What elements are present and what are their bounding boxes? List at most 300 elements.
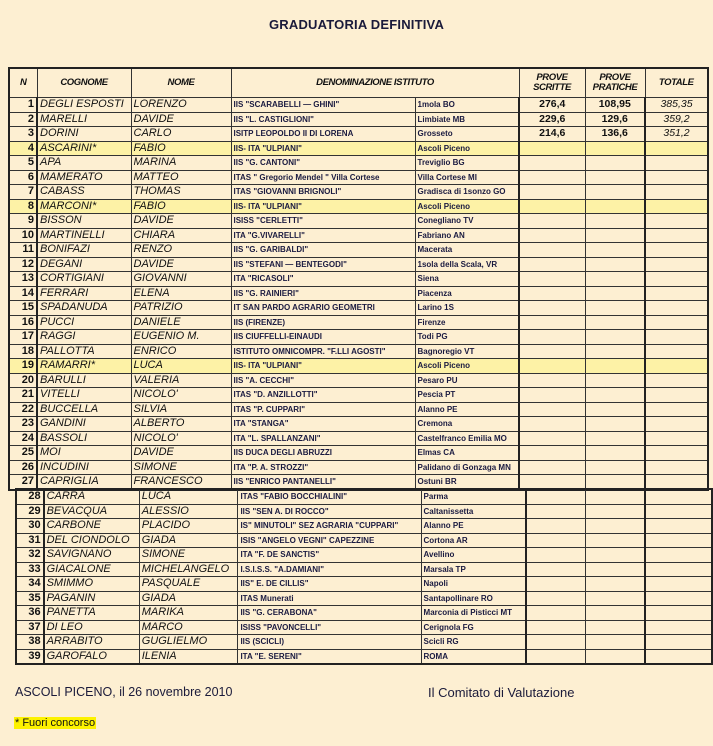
city-cell: Gradisca di 1sonzo GO (415, 185, 519, 200)
institute-cell: I.S.I.S.S. "A.DAMIANI" (238, 562, 421, 577)
total-score-cell (645, 185, 708, 200)
practical-score-cell (585, 301, 645, 316)
total-score-cell (645, 504, 712, 519)
practical-score-cell (585, 504, 645, 519)
practical-score-cell (585, 533, 645, 548)
institute-cell: IIS "ENRICO PANTANELLI" (231, 475, 415, 490)
surname-cell: CORTIGIANI (37, 272, 131, 287)
surname-cell: MAMERATO (37, 170, 131, 185)
name-cell: GIADA (139, 533, 238, 548)
written-score-cell (519, 359, 585, 374)
name-cell: THOMAS (131, 185, 231, 200)
surname-cell: CARRA (44, 489, 140, 504)
written-score-cell (519, 156, 585, 171)
name-cell: DAVIDE (131, 214, 231, 229)
practical-score-cell: 129,6 (585, 112, 645, 127)
table-row (16, 504, 712, 519)
total-score-cell (645, 141, 708, 156)
written-score-cell (526, 562, 586, 577)
name-cell: MARIKA (139, 606, 238, 621)
surname-cell: MOI (37, 446, 131, 461)
city-cell: Villa Cortese MI (415, 170, 519, 185)
institute-cell: IIS "A. CECCHI" (231, 373, 415, 388)
practical-score-cell (585, 417, 645, 432)
city-cell: 1mola BO (415, 98, 519, 113)
ranking-table-continued (15, 488, 713, 665)
total-score-cell (645, 577, 712, 592)
footnote-fuori-concorso: * Fuori concorso (15, 717, 96, 729)
name-cell: ENRICO (131, 344, 231, 359)
table-row (9, 344, 708, 359)
rank-cell: 39 (16, 649, 44, 664)
table-row (9, 373, 708, 388)
total-score-cell (645, 170, 708, 185)
written-score-cell: 214,6 (519, 127, 585, 142)
surname-cell: BASSOLI (37, 431, 131, 446)
written-score-cell (519, 344, 585, 359)
city-cell: Conegliano TV (415, 214, 519, 229)
name-cell: EUGENIO M. (131, 330, 231, 345)
rank-cell: 27 (9, 475, 37, 490)
city-cell: Siena (415, 272, 519, 287)
written-score-cell (526, 519, 586, 534)
table-header (9, 68, 708, 98)
table-row (16, 620, 712, 635)
total-score-cell (645, 156, 708, 171)
written-score-cell (519, 431, 585, 446)
city-cell: Grosseto (415, 127, 519, 142)
city-cell: Larino 1S (415, 301, 519, 316)
institute-cell: IIS CIUFFELLI-EINAUDI (231, 330, 415, 345)
city-cell: 1sola della Scala, VR (415, 257, 519, 272)
written-score-cell (519, 214, 585, 229)
written-score-cell (526, 649, 586, 664)
name-cell: ILENIA (139, 649, 238, 664)
written-score-cell (519, 446, 585, 461)
city-cell: ROMA (421, 649, 526, 664)
institute-cell: ITAS "FABIO BOCCHIALINI" (238, 489, 421, 504)
city-cell: Fabriano AN (415, 228, 519, 243)
table-row (16, 533, 712, 548)
institute-cell: ITAS "P. CUPPARI" (231, 402, 415, 417)
rank-cell: 16 (9, 315, 37, 330)
written-score-cell (519, 228, 585, 243)
practical-score-cell (585, 359, 645, 374)
total-score-cell (645, 315, 708, 330)
header-totale: TOTALE (645, 68, 708, 98)
table-row (9, 185, 708, 200)
institute-cell: IIS "G. RAINIERI" (231, 286, 415, 301)
written-score-cell (526, 577, 586, 592)
city-cell: Piacenza (415, 286, 519, 301)
practical-score-cell (585, 243, 645, 258)
rank-cell: 25 (9, 446, 37, 461)
written-score-cell (526, 591, 586, 606)
written-score-cell (526, 533, 586, 548)
rank-cell: 33 (16, 562, 44, 577)
surname-cell: GAROFALO (44, 649, 140, 664)
name-cell: LUCA (131, 359, 231, 374)
name-cell: DANIELE (131, 315, 231, 330)
total-score-cell (645, 257, 708, 272)
practical-score-cell (585, 460, 645, 475)
surname-cell: ASCARINI* (37, 141, 131, 156)
name-cell: MARCO (139, 620, 238, 635)
city-cell: Elmas CA (415, 446, 519, 461)
table-row (9, 446, 708, 461)
practical-score-cell (585, 606, 645, 621)
written-score-cell (526, 548, 586, 563)
written-score-cell (519, 286, 585, 301)
surname-cell: DORINI (37, 127, 131, 142)
total-score-cell (645, 243, 708, 258)
table-row (9, 315, 708, 330)
rank-cell: 12 (9, 257, 37, 272)
written-score-cell (526, 489, 586, 504)
name-cell: CHIARA (131, 228, 231, 243)
total-score-cell (645, 344, 708, 359)
institute-cell: ITA "L. SPALLANZANI" (231, 431, 415, 446)
surname-cell: DEGANI (37, 257, 131, 272)
rank-cell: 11 (9, 243, 37, 258)
total-score-cell (645, 635, 712, 650)
rank-cell: 9 (9, 214, 37, 229)
institute-cell: IIS "SEN A. DI ROCCO" (238, 504, 421, 519)
rank-cell: 5 (9, 156, 37, 171)
table-row (9, 214, 708, 229)
institute-cell: IIS- ITA "ULPIANI" (231, 359, 415, 374)
institute-cell: ISITP LEOPOLDO II DI LORENA (231, 127, 415, 142)
practical-score-cell (585, 199, 645, 214)
name-cell: PLACIDO (139, 519, 238, 534)
table-row (9, 257, 708, 272)
city-cell: Avellino (421, 548, 526, 563)
table-row (9, 127, 708, 142)
institute-cell: IT SAN PARDO AGRARIO GEOMETRI (231, 301, 415, 316)
surname-cell: CABASS (37, 185, 131, 200)
surname-cell: RAMARRI* (37, 359, 131, 374)
written-score-cell (519, 330, 585, 345)
table-row (9, 112, 708, 127)
institute-cell: ITA "STANGA" (231, 417, 415, 432)
written-score-cell (519, 272, 585, 287)
total-score-cell (645, 460, 708, 475)
document-title: GRADUATORIA DEFINITIVA (268, 17, 445, 32)
institute-cell: IIS "G. CANTONI" (231, 156, 415, 171)
rank-cell: 8 (9, 199, 37, 214)
header-scritte: PROVE SCRITTE (519, 68, 585, 98)
practical-score-cell (585, 591, 645, 606)
total-score-cell (645, 359, 708, 374)
practical-score-cell (585, 170, 645, 185)
institute-cell: IIS (FIRENZE) (231, 315, 415, 330)
total-score-cell (645, 620, 712, 635)
table-row (16, 635, 712, 650)
name-cell: MATTEO (131, 170, 231, 185)
header-pratiche: PROVE PRATICHE (585, 68, 645, 98)
rank-cell: 17 (9, 330, 37, 345)
written-score-cell (519, 373, 585, 388)
table-row (16, 562, 712, 577)
rank-cell: 10 (9, 228, 37, 243)
city-cell: Marsala TP (421, 562, 526, 577)
practical-score-cell (585, 402, 645, 417)
surname-cell: BUCCELLA (37, 402, 131, 417)
table-row (9, 141, 708, 156)
institute-cell: ITA "F. DE SANCTIS" (238, 548, 421, 563)
practical-score-cell (585, 156, 645, 171)
name-cell: NICOLO' (131, 431, 231, 446)
institute-cell: ISTITUTO OMNICOMPR. "F.LLI AGOSTI" (231, 344, 415, 359)
city-cell: Firenze (415, 315, 519, 330)
name-cell: DAVIDE (131, 112, 231, 127)
total-score-cell: 385,35 (645, 98, 708, 113)
rank-cell: 3 (9, 127, 37, 142)
total-score-cell (645, 548, 712, 563)
surname-cell: GANDINI (37, 417, 131, 432)
practical-score-cell (585, 286, 645, 301)
institute-cell: ITAS Munerati (238, 591, 421, 606)
institute-cell: IIS "L. CASTIGLIONI" (231, 112, 415, 127)
name-cell: GIOVANNI (131, 272, 231, 287)
rank-cell: 29 (16, 504, 44, 519)
surname-cell: BEVACQUA (44, 504, 140, 519)
rank-cell: 36 (16, 606, 44, 621)
city-cell: Cortona AR (421, 533, 526, 548)
total-score-cell (645, 214, 708, 229)
total-score-cell (645, 489, 712, 504)
ranking-table (8, 67, 709, 491)
header-cognome: COGNOME (37, 68, 131, 98)
surname-cell: BISSON (37, 214, 131, 229)
total-score-cell (645, 388, 708, 403)
practical-score-cell (585, 562, 645, 577)
rank-cell: 22 (9, 402, 37, 417)
written-score-cell (519, 170, 585, 185)
total-score-cell (645, 417, 708, 432)
rank-cell: 1 (9, 98, 37, 113)
city-cell: Castelfranco Emilia MO (415, 431, 519, 446)
rank-cell: 14 (9, 286, 37, 301)
institute-cell: IIS- ITA "ULPIANI" (231, 141, 415, 156)
city-cell: Alanno PE (415, 402, 519, 417)
city-cell: Macerata (415, 243, 519, 258)
total-score-cell (645, 402, 708, 417)
rank-cell: 21 (9, 388, 37, 403)
name-cell: VALERIA (131, 373, 231, 388)
name-cell: MICHELANGELO (139, 562, 238, 577)
practical-score-cell: 108,95 (585, 98, 645, 113)
rank-cell: 28 (16, 489, 44, 504)
surname-cell: PUCCI (37, 315, 131, 330)
total-score-cell (645, 446, 708, 461)
total-score-cell (645, 330, 708, 345)
institute-cell: ITAS "D. ANZILLOTTI" (231, 388, 415, 403)
city-cell: Ascoli Piceno (415, 141, 519, 156)
table-row (9, 330, 708, 345)
total-score-cell: 359,2 (645, 112, 708, 127)
total-score-cell (645, 649, 712, 664)
city-cell: Cremona (415, 417, 519, 432)
practical-score-cell (585, 620, 645, 635)
total-score-cell (645, 533, 712, 548)
practical-score-cell: 136,6 (585, 127, 645, 142)
surname-cell: ARRABITO (44, 635, 140, 650)
written-score-cell (519, 388, 585, 403)
rank-cell: 30 (16, 519, 44, 534)
rank-cell: 4 (9, 141, 37, 156)
surname-cell: VITELLI (37, 388, 131, 403)
surname-cell: MARCONI* (37, 199, 131, 214)
city-cell: Cerignola FG (421, 620, 526, 635)
surname-cell: SPADANUDA (37, 301, 131, 316)
institute-cell: IIS" E. DE CILLIS" (238, 577, 421, 592)
surname-cell: RAGGI (37, 330, 131, 345)
rank-cell: 2 (9, 112, 37, 127)
table-row (16, 606, 712, 621)
rank-cell: 15 (9, 301, 37, 316)
written-score-cell: 276,4 (519, 98, 585, 113)
total-score-cell (645, 591, 712, 606)
surname-cell: GIACALONE (44, 562, 140, 577)
city-cell: Alanno PE (421, 519, 526, 534)
institute-cell: IIS "G. GARIBALDI" (231, 243, 415, 258)
surname-cell: PANETTA (44, 606, 140, 621)
name-cell: SIMONE (139, 548, 238, 563)
institute-cell: IIS "STEFANI — BENTEGODI" (231, 257, 415, 272)
written-score-cell (519, 402, 585, 417)
table-row (9, 460, 708, 475)
name-cell: DAVIDE (131, 257, 231, 272)
written-score-cell (519, 257, 585, 272)
name-cell: PASQUALE (139, 577, 238, 592)
rank-cell: 38 (16, 635, 44, 650)
table-row (16, 649, 712, 664)
total-score-cell (645, 228, 708, 243)
city-cell: Napoli (421, 577, 526, 592)
practical-score-cell (585, 214, 645, 229)
city-cell: Bagnoregio VT (415, 344, 519, 359)
institute-cell: ITAS "GIOVANNI BRIGNOLI" (231, 185, 415, 200)
practical-score-cell (585, 548, 645, 563)
written-score-cell (519, 199, 585, 214)
rank-cell: 24 (9, 431, 37, 446)
city-cell: Parma (421, 489, 526, 504)
place-date: ASCOLI PICENO, il 26 novembre 2010 (15, 685, 233, 699)
name-cell: MARINA (131, 156, 231, 171)
name-cell: ELENA (131, 286, 231, 301)
surname-cell: PALLOTTA (37, 344, 131, 359)
table-row (9, 417, 708, 432)
institute-cell: ISISS "CERLETTI" (231, 214, 415, 229)
institute-cell: ITA "E. SERENI" (238, 649, 421, 664)
table-row (16, 489, 712, 504)
table-row (9, 156, 708, 171)
surname-cell: CAPRIGLIA (37, 475, 131, 490)
total-score-cell (645, 301, 708, 316)
written-score-cell (526, 620, 586, 635)
surname-cell: PAGANIN (44, 591, 140, 606)
name-cell: GIADA (139, 591, 238, 606)
name-cell: RENZO (131, 243, 231, 258)
surname-cell: CARBONE (44, 519, 140, 534)
table-row (9, 431, 708, 446)
rank-cell: 37 (16, 620, 44, 635)
practical-score-cell (585, 649, 645, 664)
practical-score-cell (585, 330, 645, 345)
rank-cell: 35 (16, 591, 44, 606)
name-cell: DAVIDE (131, 446, 231, 461)
institute-cell: ITA "G.VIVARELLI" (231, 228, 415, 243)
written-score-cell (519, 315, 585, 330)
written-score-cell (519, 185, 585, 200)
surname-cell: BARULLI (37, 373, 131, 388)
total-score-cell (645, 199, 708, 214)
table-row (16, 548, 712, 563)
written-score-cell (519, 417, 585, 432)
practical-score-cell (585, 344, 645, 359)
city-cell: Palidano di Gonzaga MN (415, 460, 519, 475)
header-nome: NOME (131, 68, 231, 98)
institute-cell: IIS "SCARABELLI — GHINI" (231, 98, 415, 113)
city-cell: Ascoli Piceno (415, 359, 519, 374)
name-cell: LORENZO (131, 98, 231, 113)
institute-cell: ISIS "ANGELO VEGNI" CAPEZZINE (238, 533, 421, 548)
rank-cell: 18 (9, 344, 37, 359)
total-score-cell (645, 286, 708, 301)
name-cell: ALESSIO (139, 504, 238, 519)
name-cell: PATRIZIO (131, 301, 231, 316)
surname-cell: APA (37, 156, 131, 171)
written-score-cell (526, 504, 586, 519)
total-score-cell (645, 519, 712, 534)
surname-cell: FERRARI (37, 286, 131, 301)
rank-cell: 23 (9, 417, 37, 432)
practical-score-cell (585, 373, 645, 388)
institute-cell: IIS "G. CERABONA" (238, 606, 421, 621)
name-cell: FABIO (131, 141, 231, 156)
name-cell: FABIO (131, 199, 231, 214)
institute-cell: ITA "P. A. STROZZI" (231, 460, 415, 475)
city-cell: Pescia PT (415, 388, 519, 403)
rank-cell: 6 (9, 170, 37, 185)
written-score-cell (519, 460, 585, 475)
committee-signature: Il Comitato di Valutazione (428, 685, 575, 700)
total-score-cell (645, 562, 712, 577)
rank-cell: 13 (9, 272, 37, 287)
rank-cell: 31 (16, 533, 44, 548)
practical-score-cell (585, 141, 645, 156)
table-row (9, 388, 708, 403)
header-n: N (9, 68, 37, 98)
city-cell: Ostuni BR (415, 475, 519, 490)
surname-cell: DEL CIONDOLO (44, 533, 140, 548)
rank-cell: 20 (9, 373, 37, 388)
surname-cell: INCUDINI (37, 460, 131, 475)
practical-score-cell (585, 577, 645, 592)
rank-cell: 19 (9, 359, 37, 374)
name-cell: SILVIA (131, 402, 231, 417)
name-cell: GUGLIELMO (139, 635, 238, 650)
institute-cell: IS" MINUTOLI" SEZ AGRARIA "CUPPARI" (238, 519, 421, 534)
practical-score-cell (585, 388, 645, 403)
surname-cell: MARELLI (37, 112, 131, 127)
practical-score-cell (585, 272, 645, 287)
table-row (9, 170, 708, 185)
practical-score-cell (585, 519, 645, 534)
surname-cell: BONIFAZI (37, 243, 131, 258)
practical-score-cell (585, 431, 645, 446)
